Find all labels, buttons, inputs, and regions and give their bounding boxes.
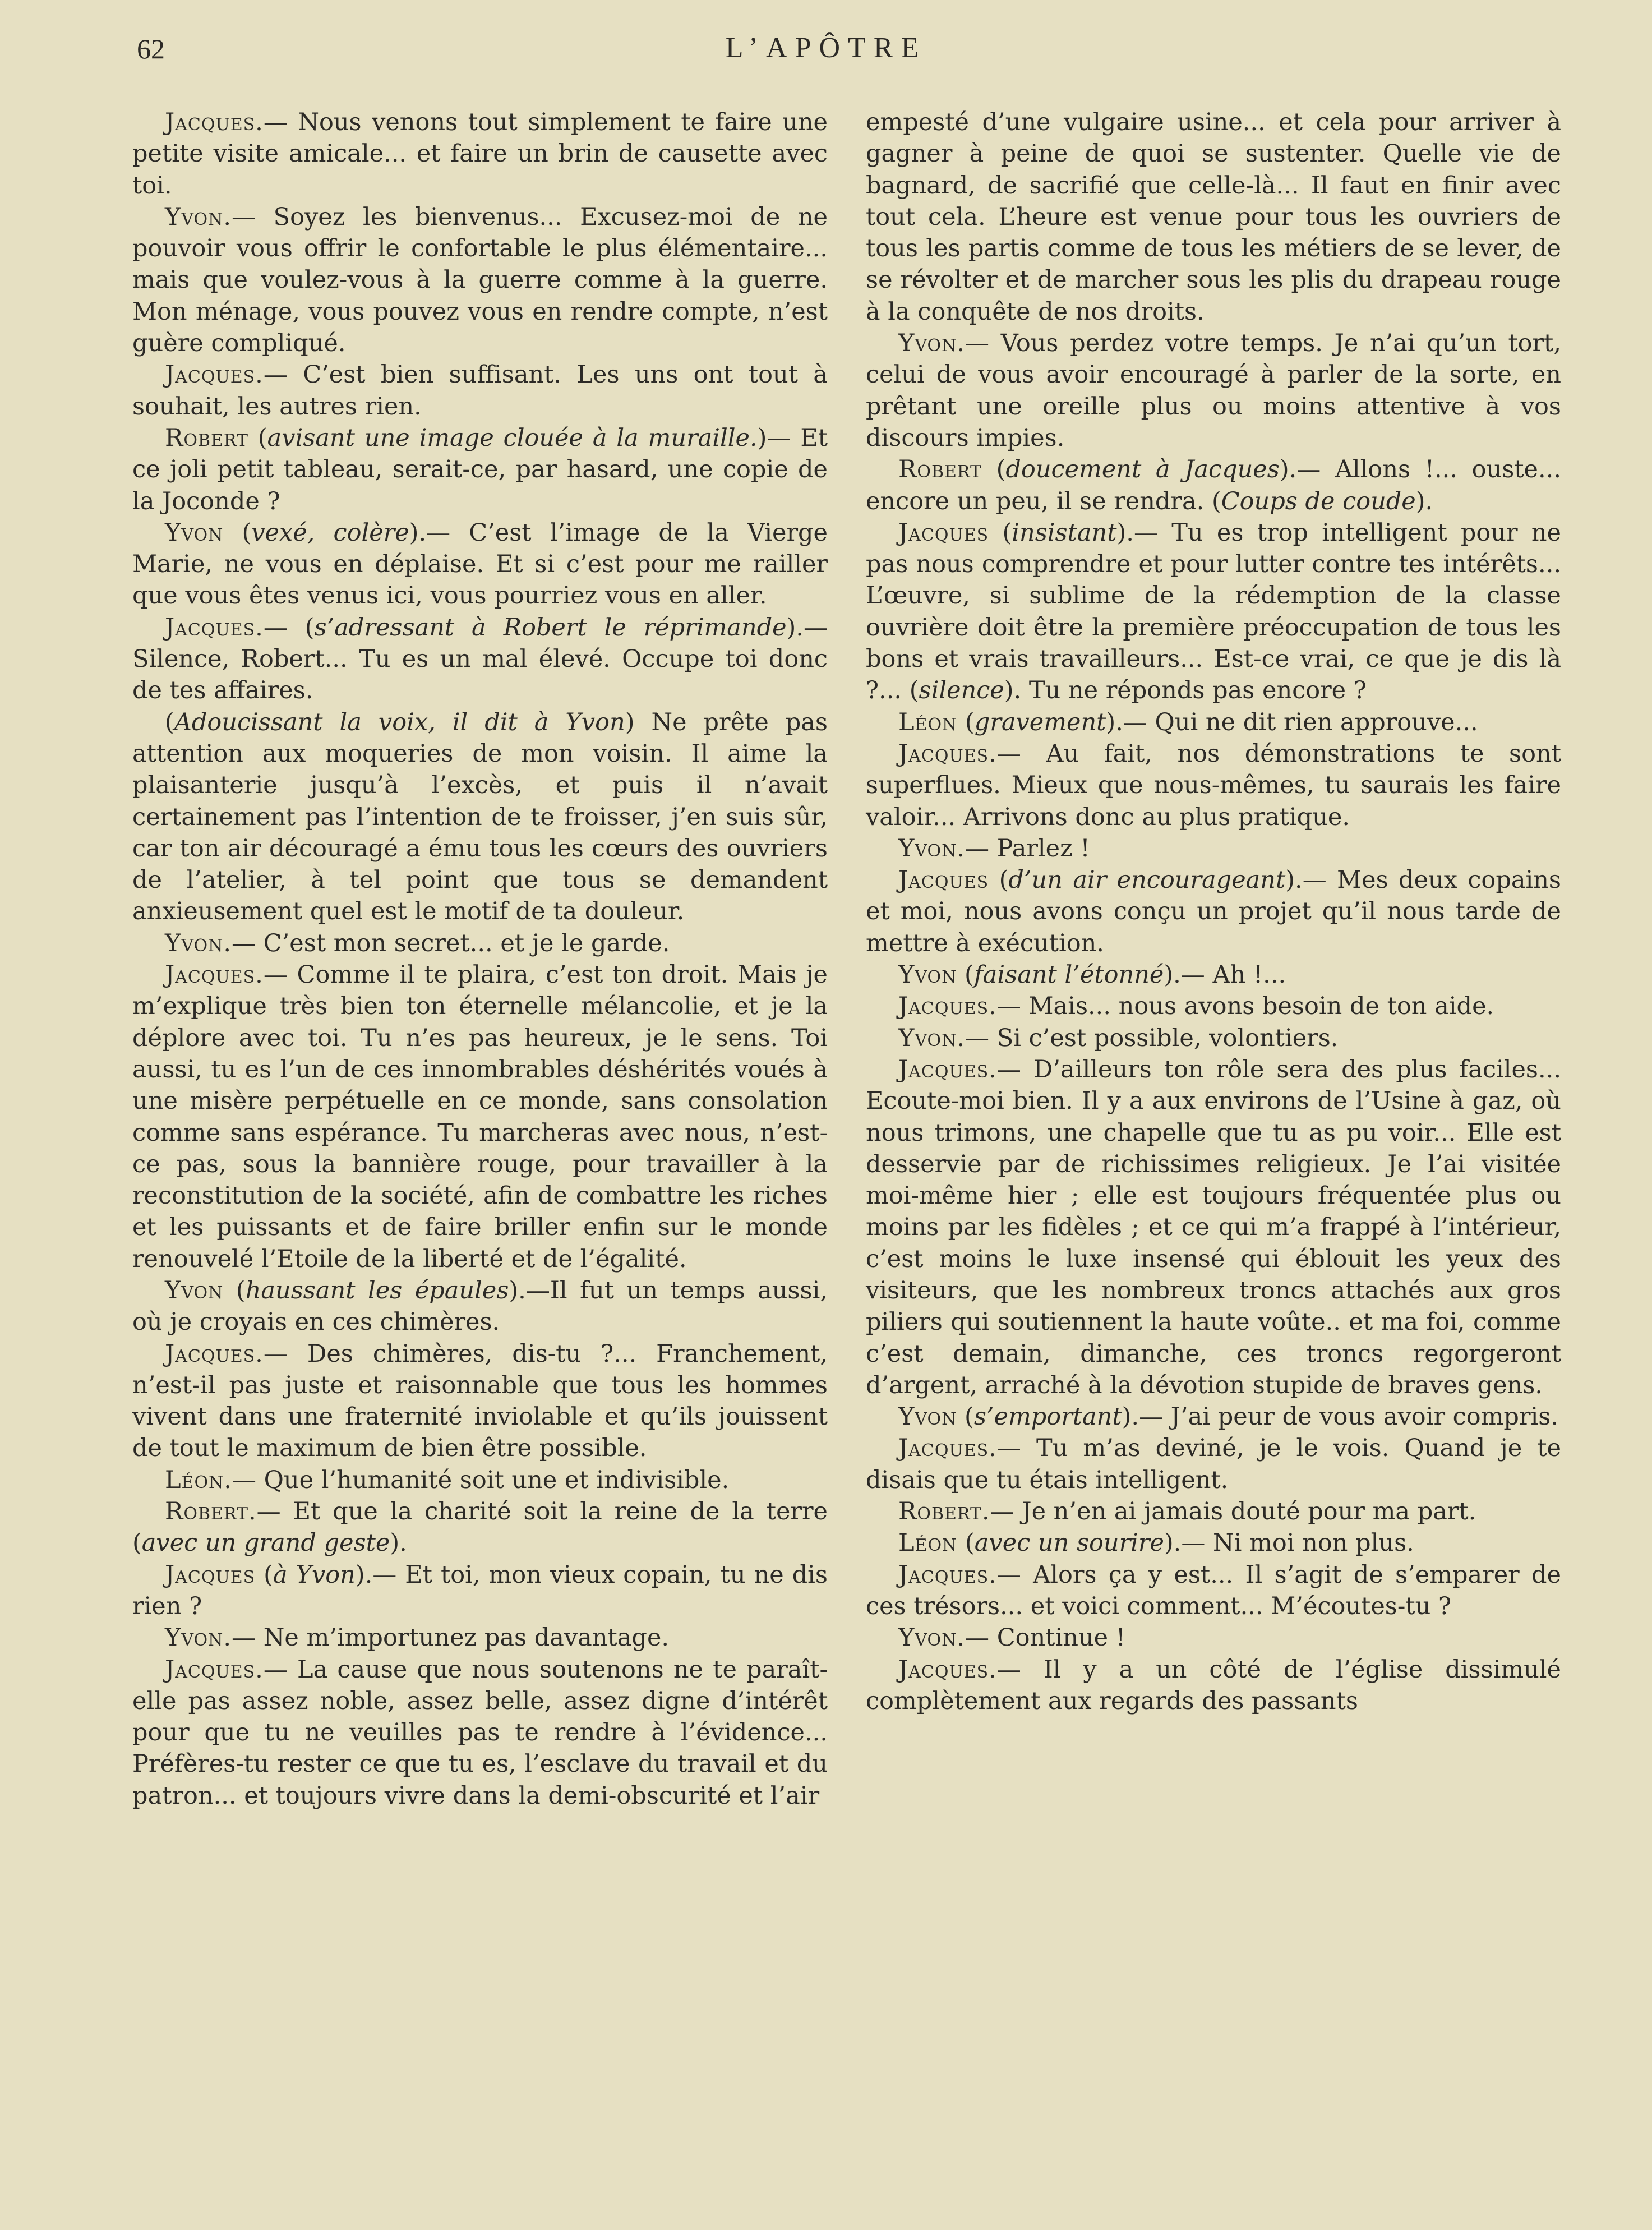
dialogue-paragraph — [866, 1496, 1561, 1527]
dialogue-paragraph — [866, 1432, 1561, 1496]
speaker-name: Jacques. — [165, 1339, 264, 1368]
speaker-name: Jacques. — [898, 1655, 997, 1684]
dialogue-text: — Soyez les bienvenus... Excusez-moi de ne pouvoir vous offrir le confortable le plus élémentaire... mais que voulez-vous à la guerre comme à la guerre. Mon ménage, vous pouvez vous en rendre compte, n’est guère compliqué. — [132, 202, 828, 358]
dialogue-paragraph — [866, 1401, 1561, 1432]
dialogue-text: ).— Silence, Robert... Tu es un mal élevé. Occupe toi donc de tes affaires. — [132, 613, 828, 705]
speaker-name: Robert. — [165, 1498, 257, 1526]
dialogue-text: ).— Qui ne dit rien approuve... — [1106, 708, 1478, 736]
dialogue-text: — Au fait, nos démonstrations te sont superflues. Mieux que nous-mêmes, tu saurais les faire valoir... Arrivons donc au plus pratique. — [866, 739, 1561, 831]
speaker-name: Jacques. — [898, 1434, 997, 1463]
dialogue-paragraph — [132, 517, 828, 612]
dialogue-text: ( — [989, 866, 1009, 895]
speaker-name: Yvon. — [165, 202, 232, 231]
dialogue-paragraph — [132, 107, 828, 201]
dialogue-text: — Comme il te plaira, c’est ton droit. Mais je m’explique très bien ton éternelle mélancolie, et je la déplore avec toi. Tu n’es pas heureux, je le sens. Toi aussi, tu es l’un de ces innombrables déshérités voués à une misère perpétuelle en ce monde, sans consolation comme sans espérance. Tu marcheras avec nous, n’est-ce pas, sous la bannière rouge, pour travailler à la reconstitution de la société, afin de combattre les riches et les puissants et de faire briller enfin sur le monde renouvelé l’Etoile de la liberté et de l’égalité. — [132, 961, 828, 1273]
dialogue-text: — Tu m’as deviné, je le vois. Quand je te disais que tu étais intelligent. — [866, 1434, 1561, 1494]
stage-direction: silence — [919, 676, 1004, 705]
dialogue-paragraph — [866, 707, 1561, 738]
dialogue-text: — C’est mon secret... et je le garde. — [232, 929, 670, 957]
speaker-name: Jacques. — [165, 361, 264, 389]
dialogue-paragraph — [866, 1527, 1561, 1559]
dialogue-paragraph — [866, 517, 1561, 707]
speaker-name: Yvon. — [165, 929, 232, 957]
stage-direction: avisant une image clouée à la muraille. — [267, 423, 758, 452]
dialogue-text: ).—Il fut un temps aussi, où je croyais en ces chimères. — [132, 1276, 828, 1337]
speaker-name: Yvon. — [898, 1024, 966, 1052]
speaker-name: Jacques — [898, 866, 989, 895]
dialogue-text: empesté d’une vulgaire usine... et cela pour arriver à gagner à peine de quoi se sustenter. Quelle vie de bagnard, de sacrifié que celle-là... Il faut en finir avec tout cela. L’heure est venue pour tous les ouvriers de tous les partis comme de tous les métiers de se lever, de se révolter et de marcher sous les plis du drapeau rouge à la conquête de nos droits. — [866, 108, 1561, 326]
dialogue-text: ). — [390, 1529, 407, 1558]
dialogue-text: ).— Tu es trop intelligent pour ne pas nous comprendre et pour lutter contre tes intérêts... L’œuvre, si sublime de la rédemption de la classe ouvrière doit être la première préoccupation de tous les bons et vrais travailleurs... Est-ce vrai, ce que je dis là ?... ( — [866, 518, 1561, 705]
speaker-name: Yvon. — [165, 1624, 232, 1652]
dialogue-text: ( — [989, 518, 1012, 547]
dialogue-paragraph — [866, 1054, 1561, 1401]
speaker-name: Yvon. — [898, 1624, 966, 1652]
dialogue-paragraph — [866, 1622, 1561, 1653]
dialogue-text: ).— Ni moi non plus. — [1164, 1529, 1414, 1558]
stage-direction: faisant l’étonné — [973, 961, 1164, 989]
dialogue-paragraph — [866, 328, 1561, 454]
speaker-name: Jacques. — [898, 992, 997, 1021]
speaker-name: Jacques. — [165, 1655, 264, 1684]
dialogue-text: ).— C’est l’image de la Vierge Marie, ne vous en déplaise. Et si c’est pour me railler que vous êtes venus ici, vous pourriez vous en aller. — [132, 518, 828, 610]
dialogue-paragraph — [866, 454, 1561, 517]
stage-direction: à Yvon — [273, 1560, 356, 1589]
dialogue-paragraph — [866, 833, 1561, 864]
speaker-name: Yvon — [165, 518, 224, 547]
right-text-column — [866, 107, 1561, 1717]
dialogue-text: ( — [957, 708, 975, 736]
speaker-name: Jacques. — [898, 1560, 997, 1589]
dialogue-text: — Ne m’importunez pas davantage. — [232, 1624, 670, 1652]
stage-direction: haussant les épaules — [245, 1276, 509, 1305]
dialogue-text: ).— Ah !... — [1164, 961, 1286, 989]
dialogue-paragraph — [866, 1654, 1561, 1717]
dialogue-text: — Alors ça y est... Il s’agit de s’emparer de ces trésors... et voici comment... M’écoutes-tu ? — [866, 1560, 1561, 1620]
dialogue-text: ) Ne prête pas attention aux moqueries de mon voisin. Il aime la plaisanterie jusqu’à l’excès, et puis il n’avait certainement pas l’intention de te froisser, j’en suis sûr, car ton air découragé a ému tous les cœurs des ouvriers de l’atelier, à tel point que tous se demandent anxieusement quel est le motif de ta douleur. — [132, 708, 828, 926]
dialogue-text: ). Tu ne réponds pas encore ? — [1004, 676, 1367, 705]
dialogue-text: — Parlez ! — [965, 834, 1090, 863]
speaker-name: Jacques. — [165, 613, 264, 642]
dialogue-text: ( — [957, 1529, 975, 1558]
dialogue-text: ( — [248, 423, 267, 452]
dialogue-text: ( — [957, 1403, 974, 1431]
speaker-name: Jacques. — [898, 1055, 997, 1084]
dialogue-paragraph — [132, 1464, 828, 1496]
dialogue-text: ).— Et toi, mon vieux copain, tu ne dis rien ? — [132, 1560, 828, 1620]
speaker-name: Jacques. — [898, 739, 997, 768]
dialogue-paragraph — [132, 1559, 828, 1623]
dialogue-paragraph — [132, 1622, 828, 1653]
speaker-name: Yvon — [898, 961, 957, 989]
dialogue-text: — Nous venons tout simplement te faire une petite visite amicale... et faire un brin de causette avec toi. — [132, 108, 828, 200]
dialogue-paragraph — [132, 959, 828, 1275]
dialogue-text: ).— Mes deux copains et moi, nous avons conçu un projet qu’il nous tarde de mettre à exécution. — [866, 866, 1561, 957]
dialogue-text: — Que l’humanité soit une et indivisible. — [232, 1466, 730, 1494]
dialogue-text: ( — [255, 1560, 273, 1589]
running-title: L’APÔTRE — [725, 32, 927, 64]
dialogue-paragraph — [866, 1022, 1561, 1054]
stage-direction: gravement — [974, 708, 1106, 736]
dialogue-text: — Et que la charité soit la reine de la terre ( — [132, 1498, 828, 1558]
dialogue-paragraph — [132, 359, 828, 422]
dialogue-text: — Mais... nous avons besoin de ton aide. — [996, 992, 1494, 1021]
dialogue-paragraph — [866, 107, 1561, 328]
dialogue-text: — La cause que nous soutenons ne te paraît-elle pas assez noble, assez belle, assez digne d’intérêt pour que tu ne veuilles pas te rendre à l’évidence... Préfères-tu rester ce que tu es, l’esclave du travail et du patron... et toujours vivre dans la demi-obscurité et l’air — [132, 1655, 828, 1810]
speaker-name: Robert. — [898, 1498, 990, 1526]
dialogue-text: — Vous perdez votre temps. Je n’ai qu’un tort, celui de vous avoir encouragé à parler de la sorte, en prêtant une oreille plus ou moins attentive à vos discours impies. — [866, 329, 1561, 452]
dialogue-text: — Des chimères, dis-tu ?... Franchement, n’est-il pas juste et raisonnable que tous les hommes vivent dans une fraternité inviolable et qu’ils jouissent de tout le maximum de bien être possible. — [132, 1339, 828, 1463]
dialogue-text: — Si c’est possible, volontiers. — [965, 1024, 1339, 1052]
stage-direction: s’adressant à Robert le réprimande — [314, 613, 787, 642]
dialogue-paragraph — [132, 201, 828, 359]
dialogue-text: ( — [982, 455, 1006, 484]
speaker-name: Léon — [898, 1529, 958, 1558]
dialogue-text: — ( — [263, 613, 315, 642]
speaker-name: Yvon — [898, 1403, 957, 1431]
dialogue-paragraph — [132, 1275, 828, 1338]
dialogue-text: ( — [223, 1276, 246, 1305]
dialogue-text: ( — [957, 961, 974, 989]
dialogue-paragraph — [132, 707, 828, 928]
speaker-name: Léon — [898, 708, 958, 736]
dialogue-text: ).— J’ai peur de vous avoir compris. — [1122, 1403, 1558, 1431]
dialogue-paragraph — [132, 612, 828, 707]
speaker-name: Jacques — [898, 518, 989, 547]
dialogue-text: — D’ailleurs ton rôle sera des plus faciles... Ecoute-moi bien. Il y a aux environs de l’Usine à gaz, où nous trimons, une chapelle que tu as pu voir... Elle est desservie par de richissimes religieux. Je l’ai visitée moi-même hier ; elle est toujours fréquentée plus ou moins par les fidèles ; et ce qui m’a frappé à l’intérieur, c’est moins le luxe insensé qui éblouit les yeux des visiteurs, que les nombreux troncs attachés aux gros piliers qui soutiennent la haute voûte.. et ma foi, comme c’est demain, dimanche, ces troncs regorgeront d’argent, arraché à la dévotion stupide de braves gens. — [866, 1055, 1561, 1399]
stage-direction: d’un air encourageant — [1008, 866, 1286, 895]
stage-direction: avec un sourire — [974, 1529, 1164, 1558]
left-text-column — [132, 107, 828, 1812]
speaker-name: Jacques. — [165, 108, 264, 136]
dialogue-paragraph — [132, 422, 828, 517]
speaker-name: Yvon. — [898, 329, 966, 358]
page-number: 62 — [137, 33, 165, 64]
stage-direction: Coups de coude — [1221, 487, 1416, 515]
dialogue-text: )— Et ce joli petit tableau, serait-ce, par hasard, une copie de la Joconde ? — [132, 423, 828, 515]
speaker-name: Léon. — [165, 1466, 232, 1494]
dialogue-paragraph — [866, 738, 1561, 833]
dialogue-paragraph — [132, 1654, 828, 1812]
dialogue-paragraph — [132, 1338, 828, 1464]
dialogue-text: — Il y a un côté de l’église dissimulé complètement aux regards des passants — [866, 1655, 1561, 1715]
dialogue-paragraph — [866, 990, 1561, 1022]
stage-direction: avec un grand geste — [141, 1529, 390, 1558]
dialogue-text: — C’est bien suffisant. Les uns ont tout à souhait, les autres rien. — [132, 361, 828, 421]
dialogue-paragraph — [132, 1496, 828, 1559]
speaker-name: Jacques — [165, 1560, 256, 1589]
speaker-name: Yvon. — [898, 834, 966, 863]
dialogue-text: ).— Allons !... ouste... encore un peu, il se rendra. ( — [866, 455, 1561, 515]
speaker-name: Robert — [165, 423, 248, 452]
speaker-name: Yvon — [165, 1276, 224, 1305]
dialogue-text: ). — [1415, 487, 1433, 515]
dialogue-text: — Je n’en ai jamais douté pour ma part. — [990, 1498, 1476, 1526]
dialogue-paragraph — [866, 864, 1561, 959]
stage-direction: Adoucissant la voix, il dit à Yvon — [174, 708, 625, 736]
speaker-name: Robert — [898, 455, 982, 484]
stage-direction: s’emportant — [973, 1403, 1122, 1431]
stage-direction: vexé, colère — [251, 518, 409, 547]
dialogue-paragraph — [132, 928, 828, 959]
speaker-name: Jacques. — [165, 961, 264, 989]
stage-direction: insistant — [1012, 518, 1117, 547]
dialogue-paragraph — [866, 1559, 1561, 1623]
stage-direction: doucement à Jacques — [1005, 455, 1280, 484]
dialogue-paragraph — [866, 959, 1561, 990]
dialogue-text: — Continue ! — [965, 1624, 1126, 1652]
dialogue-text: ( — [223, 518, 252, 547]
dialogue-text: ( — [165, 708, 174, 736]
